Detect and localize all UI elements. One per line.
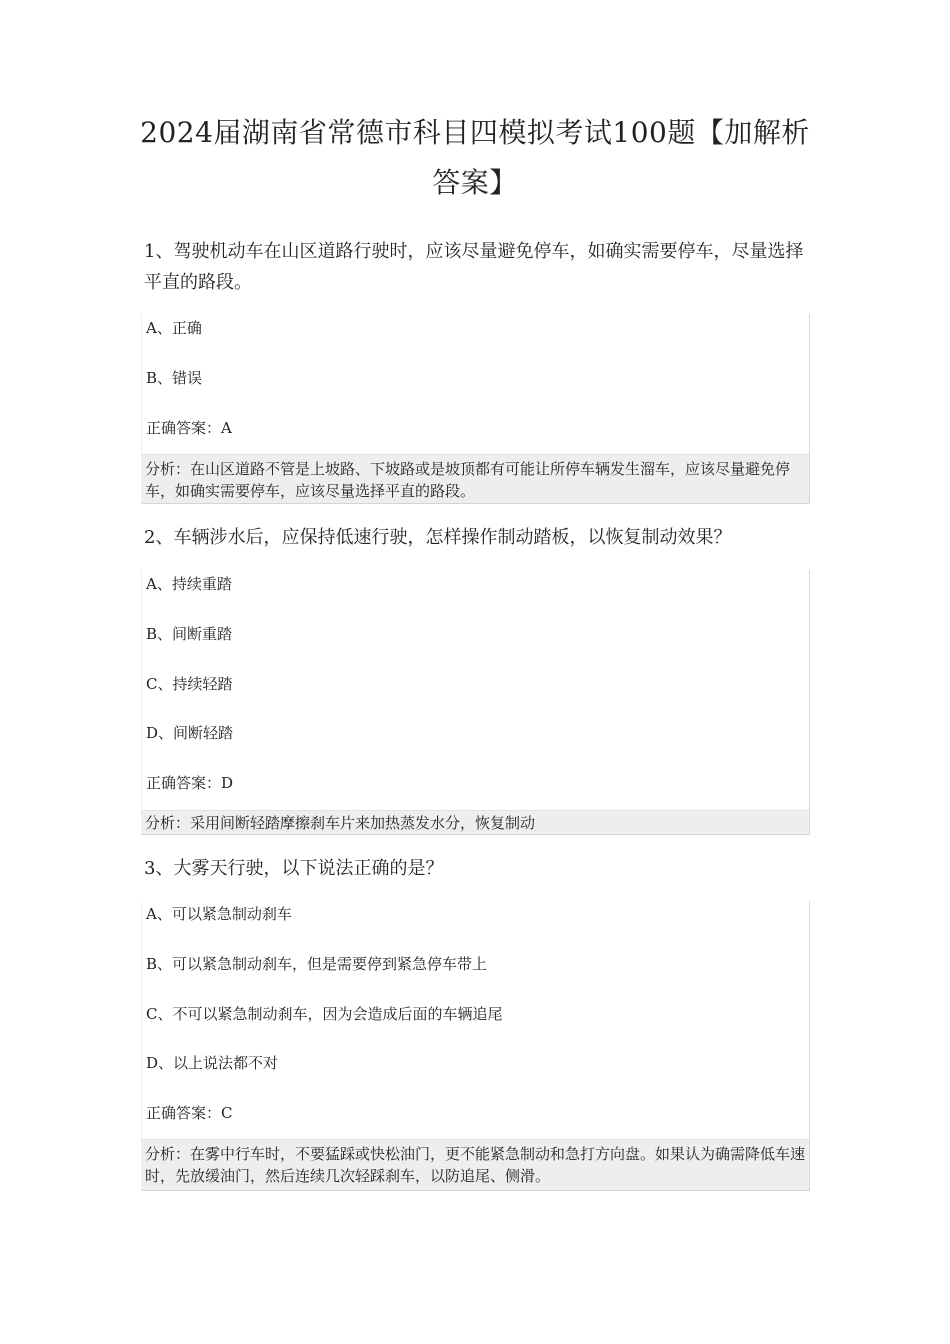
title-line-1: 2024届湖南省常德市科目四模拟考试100题【加解析	[140, 116, 810, 149]
question-3-text: 3、大雾天行驶，以下说法正确的是？	[144, 858, 444, 879]
question-2-box	[141, 570, 810, 835]
question-2-analysis: 分析：采用间断轻踏摩擦刹车片来加热蒸发水分，恢复制动	[142, 810, 809, 835]
question-2-text: 2、车辆涉水后，应保持低速行驶，怎样操作制动踏板，以恢复制动效果？	[144, 527, 732, 548]
question-3-option-a: A、可以紧急制动刹车	[146, 905, 292, 923]
question-2-option-a: A、持续重踏	[146, 575, 232, 593]
question-1-box	[141, 314, 810, 504]
question-1-text: 1、驾驶机动车在山区道路行驶时，应该尽量避免停车，如确实需要停车，尽量选择平直的路段。	[144, 241, 804, 293]
question-3-option-b: B、可以紧急制动刹车，但是需要停到紧急停车带上	[146, 955, 488, 973]
question-1-answer: 正确答案：A	[146, 419, 232, 437]
question-2-option-d: D、间断轻踏	[146, 724, 234, 742]
question-2-option-b: B、间断重踏	[146, 625, 233, 643]
question-3-answer: 正确答案：C	[146, 1104, 233, 1122]
question-2-option-c: C、持续轻踏	[146, 675, 233, 693]
title-line-2: 答案】	[432, 166, 518, 199]
question-1-analysis: 分析：在山区道路不管是上坡路、下坡路或是坡顶都有可能让所停车辆发生溜车，应该尽量避免停车，如确实需要停车，应该尽量选择平直的路段。	[142, 454, 809, 504]
question-3-analysis: 分析：在雾中行车时，不要猛踩或快松油门，更不能紧急制动和急打方向盘。如果认为确需降低车速时，先放缓油门，然后连续几次轻踩刹车，以防追尾、侧滑。	[142, 1139, 809, 1191]
question-1-option-b: B、错误	[146, 369, 203, 387]
document-title	[140, 108, 810, 208]
question-2-answer: 正确答案：D	[146, 774, 234, 792]
question-3-option-d: D、以上说法都不对	[146, 1054, 279, 1072]
question-3-option-c: C、不可以紧急制动刹车，因为会造成后面的车辆追尾	[146, 1005, 503, 1023]
question-1-option-a: A、正确	[146, 319, 202, 337]
question-3-box	[141, 901, 810, 1191]
